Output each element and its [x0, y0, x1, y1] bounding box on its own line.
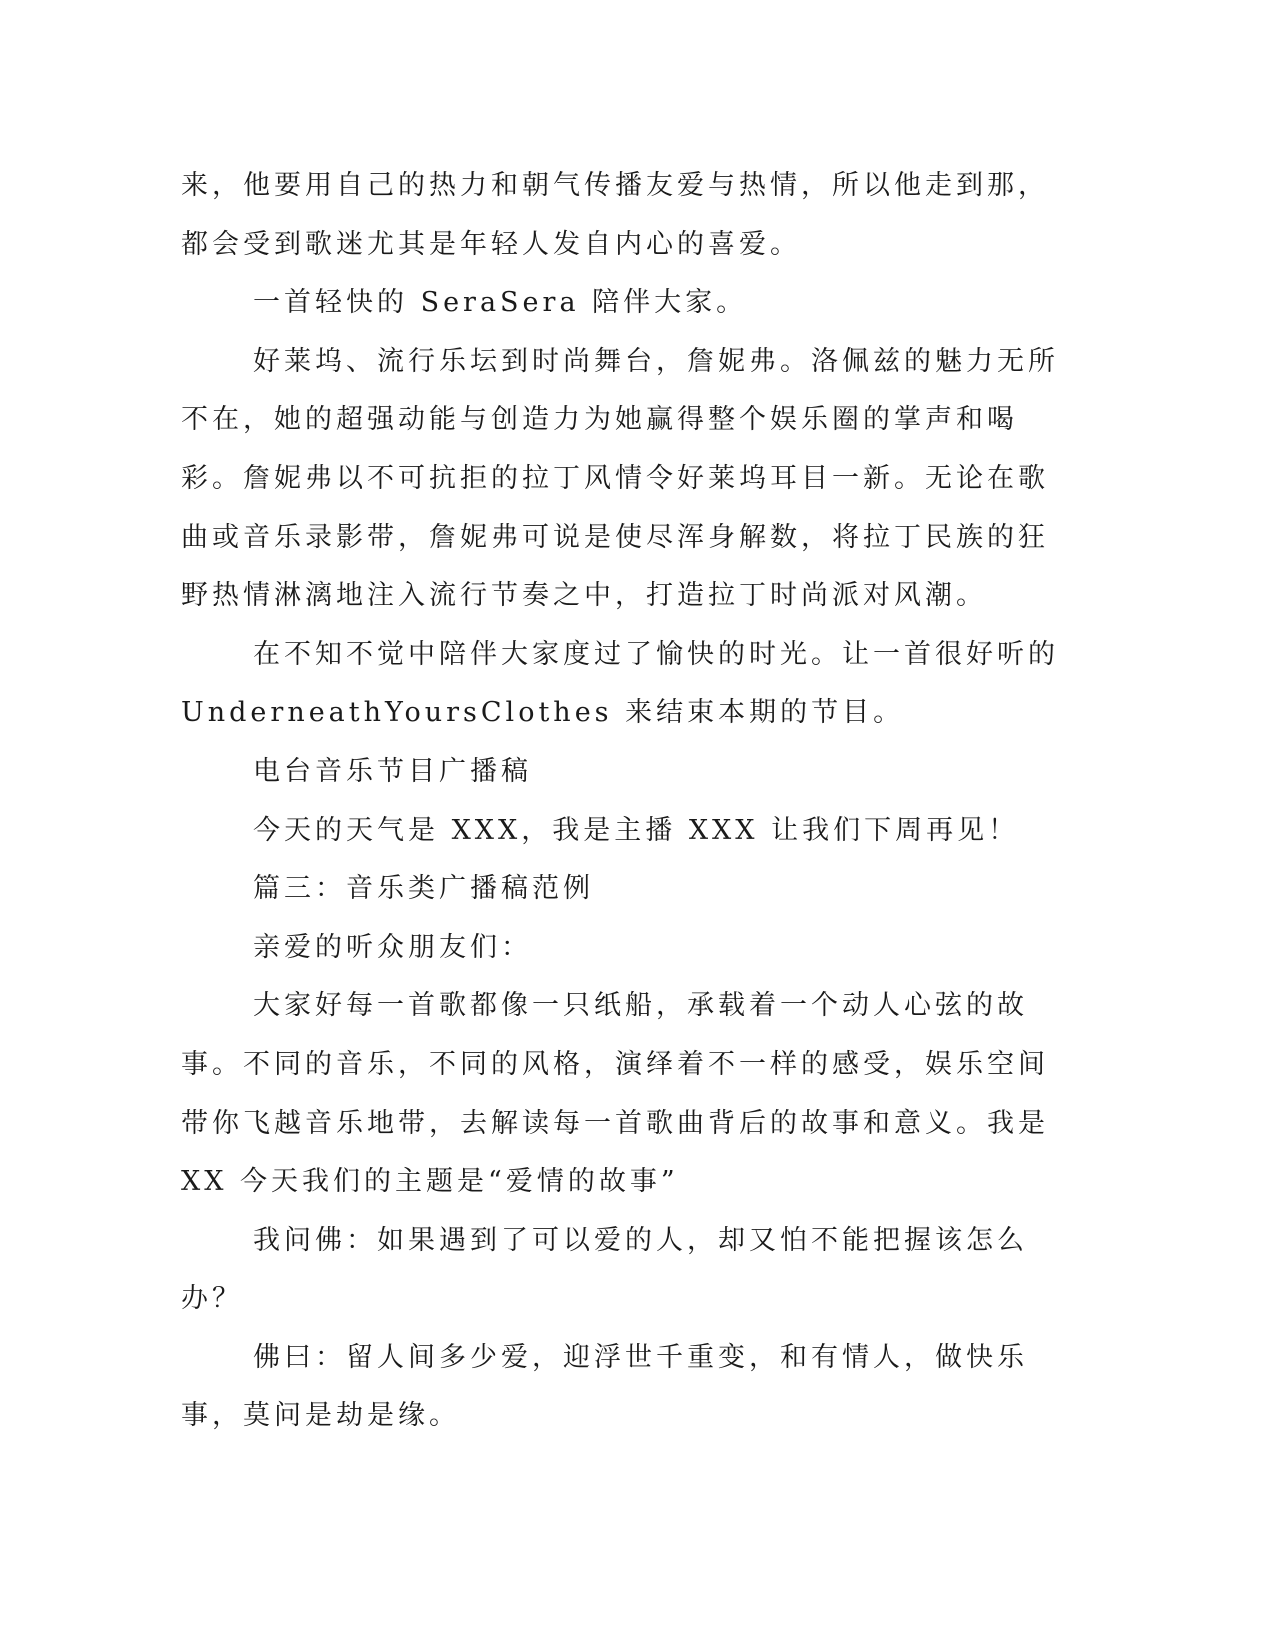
- paragraph-3: 好莱坞、流行乐坛到时尚舞台，詹妮弗。洛佩兹的魅力无所不在，她的超强动能与创造力为她赢得整个娱乐圈的掌声和喝彩。詹妮弗以不可抗拒的拉丁风情令好莱坞耳目一新。无论在歌曲或音乐录影带，詹妮弗可说是使尽浑身解数，将拉丁民族的狂野热情淋漓地注入流行节奏之中，打造拉丁时尚派对风潮。: [181, 345, 1059, 612]
- paragraph-9: 大家好每一首歌都像一只纸船，承载着一个动人心弦的故事。不同的音乐，不同的风格，演绎着不一样的感受，娱乐空间带你飞越音乐地带，去解读每一首歌曲背后的故事和意义。我是 XX 今天我们的主题是“爱情的故事”: [181, 990, 1049, 1198]
- salutation: 亲爱的听众朋友们：: [253, 931, 532, 963]
- paragraph-5: 电台音乐节目广播稿: [253, 755, 532, 787]
- paragraph-4: 在不知不觉中陪伴大家度过了愉快的时光。让一首很好听的UnderneathYoursClothes 来结束本期的节目。: [181, 638, 1059, 729]
- paragraph-11: 佛曰：留人间多少爱，迎浮世千重变，和有情人，做快乐事，莫问是劫是缘。: [181, 1341, 1028, 1432]
- section-heading: 篇三：音乐类广播稿范例: [253, 873, 594, 905]
- paragraph-2: 一首轻快的 SeraSera 陪伴大家。: [253, 287, 748, 319]
- paragraph-1: 来，他要用自己的热力和朝气传播友爱与热情，所以他走到那，都会受到歌迷尤其是年轻人发自内心的喜爱。: [181, 170, 1049, 260]
- document-body: [181, 157, 1061, 1446]
- paragraph-10: 我问佛：如果遇到了可以爱的人，却又怕不能把握该怎么办？: [181, 1224, 1028, 1315]
- paragraph-6: 今天的天气是 XXX，我是主播 XXX 让我们下周再见！: [253, 814, 1020, 846]
